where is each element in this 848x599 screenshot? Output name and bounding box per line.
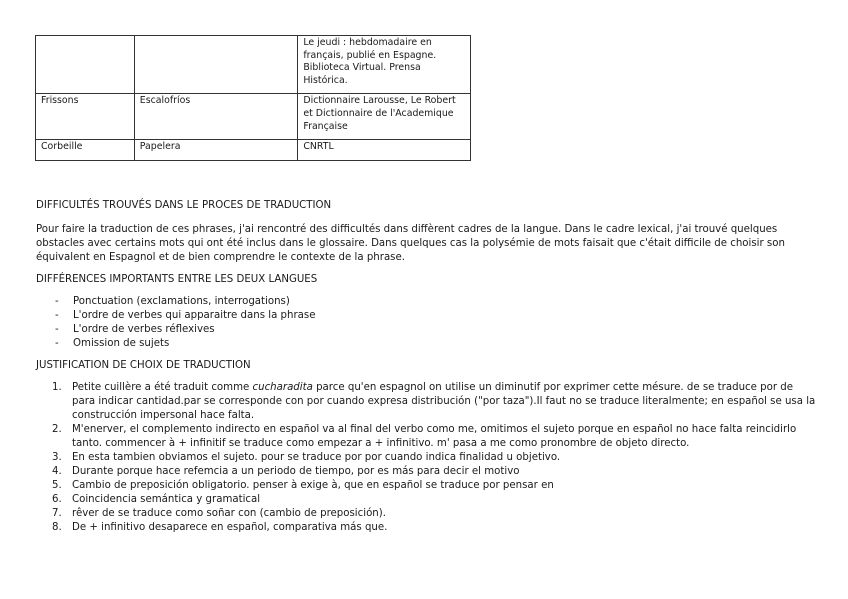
list-item xyxy=(36,451,816,465)
list-item-text: rêver de se traduce como soñar con (cambio de preposición). xyxy=(72,508,386,519)
list-item xyxy=(36,295,816,309)
table-cell-spanish xyxy=(134,36,298,94)
list-item-italic-term: cucharadita xyxy=(252,382,313,393)
list-item-text: Durante porque hace refemcia a un periodo de tiempo, por es más para decir el motivo xyxy=(72,466,520,477)
section-heading-differences: DIFFÉRENCES IMPORTANTS ENTRE LES DEUX LANGUES xyxy=(36,274,318,285)
table-cell-source: Dictionnaire Larousse, Le Robert et Dictionnaire de l'Academique Française xyxy=(298,94,471,140)
list-item-text: L'ordre de verbes qui apparaitre dans la phrase xyxy=(73,310,316,321)
list-number: 6. xyxy=(52,494,62,505)
list-item xyxy=(36,381,816,423)
list-item-text: Coincidencia semántica y gramatical xyxy=(72,494,261,505)
table-row xyxy=(36,94,471,140)
list-item xyxy=(36,521,816,535)
bullet-dash: - xyxy=(55,296,59,307)
difficulties-paragraph: Pour faire la traduction de ces phrases, j'ai rencontré des difficultés dans diffèrent cadres de la langue. Dans le cadre lexical, j'ai trouvé quelques obstacles avec certains mots qui ont été inclus dans le glossaire. Dans quelques cas la polysémie de mots faisait que c'était difficile de choisir son équivalent en Espagnol et de bien comprendre le contexte de la phrase. xyxy=(36,224,785,263)
list-item-text: Ponctuation (exclamations, interrogations) xyxy=(73,296,290,307)
justification-list xyxy=(36,381,816,535)
list-item-text-before: Petite cuillère a été traduit comme xyxy=(72,382,253,393)
table-cell-spanish: Papelera xyxy=(134,140,298,161)
list-number: 5. xyxy=(52,480,62,491)
list-item xyxy=(36,493,816,507)
list-item xyxy=(36,309,816,323)
table-cell-french xyxy=(36,36,135,94)
table-row xyxy=(36,140,471,161)
table-cell-french: Corbeille xyxy=(36,140,135,161)
list-number: 8. xyxy=(52,522,62,533)
list-item-text: Cambio de preposición obligatorio. penser à exige à, que en español se traduce por pensar en xyxy=(72,480,554,491)
list-item-text: L'ordre de verbes réflexives xyxy=(73,324,215,335)
bullet-dash: - xyxy=(55,310,59,321)
list-item xyxy=(36,479,816,493)
table-cell-spanish: Escalofríos xyxy=(134,94,298,140)
section-heading-difficulties: DIFFICULTÉS TROUVÉS DANS LE PROCES DE TRADUCTION xyxy=(36,200,332,211)
list-item-text: M'enerver, el complemento indirecto en español va al final del verbo como me, omitimos el sujeto porque en español no hace falta reincidirlo tanto. commencer à + infinitif se traduce como empezar a + infinitivo. m' pasa a me como pronombre de objeto directo. xyxy=(72,424,797,449)
list-number: 1. xyxy=(52,382,62,393)
list-number: 4. xyxy=(52,466,62,477)
bullet-dash: - xyxy=(55,324,59,335)
list-number: 2. xyxy=(52,424,62,435)
list-number: 7. xyxy=(52,508,62,519)
document-body xyxy=(36,199,816,535)
section-heading-justification: JUSTIFICATION DE CHOIX DE TRADUCTION xyxy=(36,360,251,371)
list-item xyxy=(36,507,816,521)
bullet-dash: - xyxy=(55,338,59,349)
glossary-table xyxy=(35,35,471,161)
list-item-text: En esta tambien obviamos el sujeto. pour se traduce por por cuando indica finalidad u objetivo. xyxy=(72,452,561,463)
list-item-text: De + infinitivo desaparece en español, comparativa más que. xyxy=(72,522,388,533)
table-row xyxy=(36,36,471,94)
list-item xyxy=(36,465,816,479)
list-item xyxy=(36,337,816,351)
list-item xyxy=(36,323,816,337)
list-item-text-after: parce qu'en espagnol on utilise un diminutif por exprimer cette mésure. de se traduce por de para indicar cantidad.par se corresponde con por cuando expresa distribución ("por taza").Il faut no se traduce literalmente; en español se usa la construcción impersonal hace falta. xyxy=(72,382,816,421)
list-item xyxy=(36,423,816,451)
table-cell-source: Le jeudi : hebdomadaire en français, publié en Espagne. Biblioteca Virtual. Prensa Histórica. xyxy=(298,36,471,94)
list-number: 3. xyxy=(52,452,62,463)
table-cell-source: CNRTL xyxy=(298,140,471,161)
list-item-text: Omission de sujets xyxy=(73,338,170,349)
differences-list xyxy=(36,295,816,351)
table-cell-french: Frissons xyxy=(36,94,135,140)
